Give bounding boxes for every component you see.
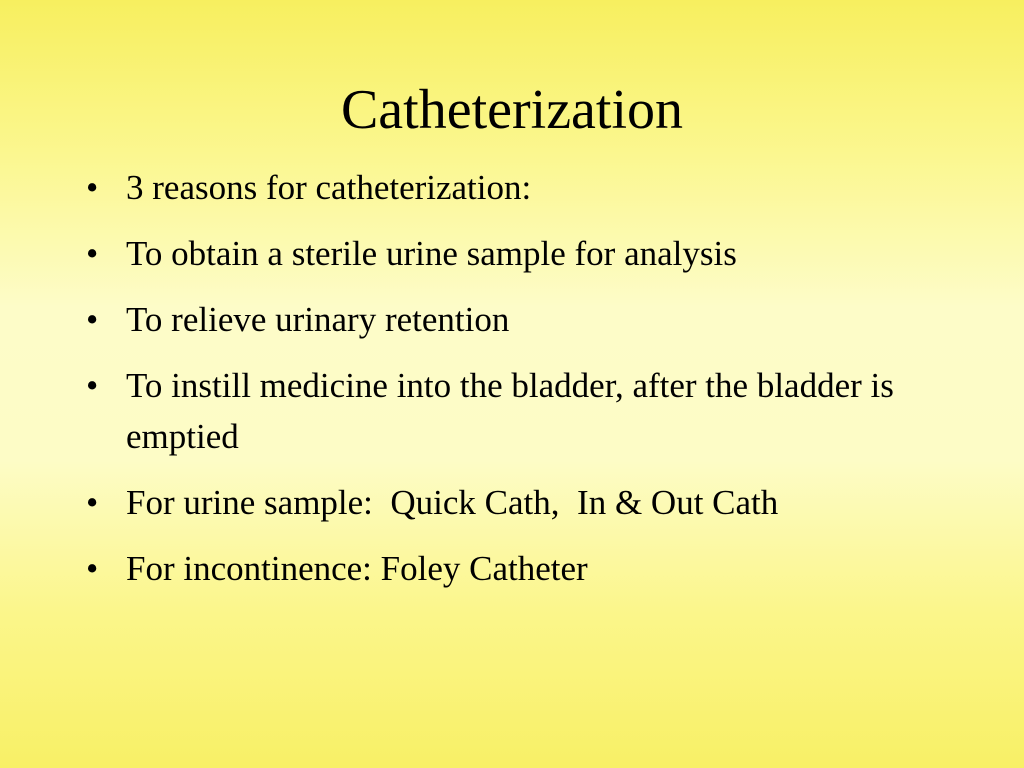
bullet-item-5: [86, 477, 946, 528]
slide-title: Catheterization: [340, 79, 684, 141]
bullet-icon: •: [86, 168, 99, 207]
bullet-text: For incontinence: Foley Catheter: [126, 549, 588, 588]
bullet-text: To obtain a sterile urine sample for analysis: [126, 234, 737, 273]
bullet-item-4: [86, 360, 946, 462]
bullet-text: For urine sample: Quick Cath, In & Out Cath: [126, 483, 779, 522]
bullet-icon: •: [86, 483, 99, 522]
bullet-text: To instill medicine into the bladder, after the bladder is emptied: [126, 366, 903, 456]
bullet-item-3: [86, 294, 946, 345]
bullet-item-6: [86, 543, 946, 594]
bullet-item-1: [86, 162, 946, 213]
bullet-text: 3 reasons for catheterization:: [126, 168, 532, 207]
bullet-icon: •: [86, 549, 99, 588]
bullet-icon: •: [86, 234, 99, 273]
bullet-text: To relieve urinary retention: [126, 300, 510, 339]
bullet-icon: •: [86, 300, 99, 339]
bullet-list: [86, 162, 946, 609]
bullet-icon: •: [86, 366, 99, 405]
bullet-item-2: [86, 228, 946, 279]
